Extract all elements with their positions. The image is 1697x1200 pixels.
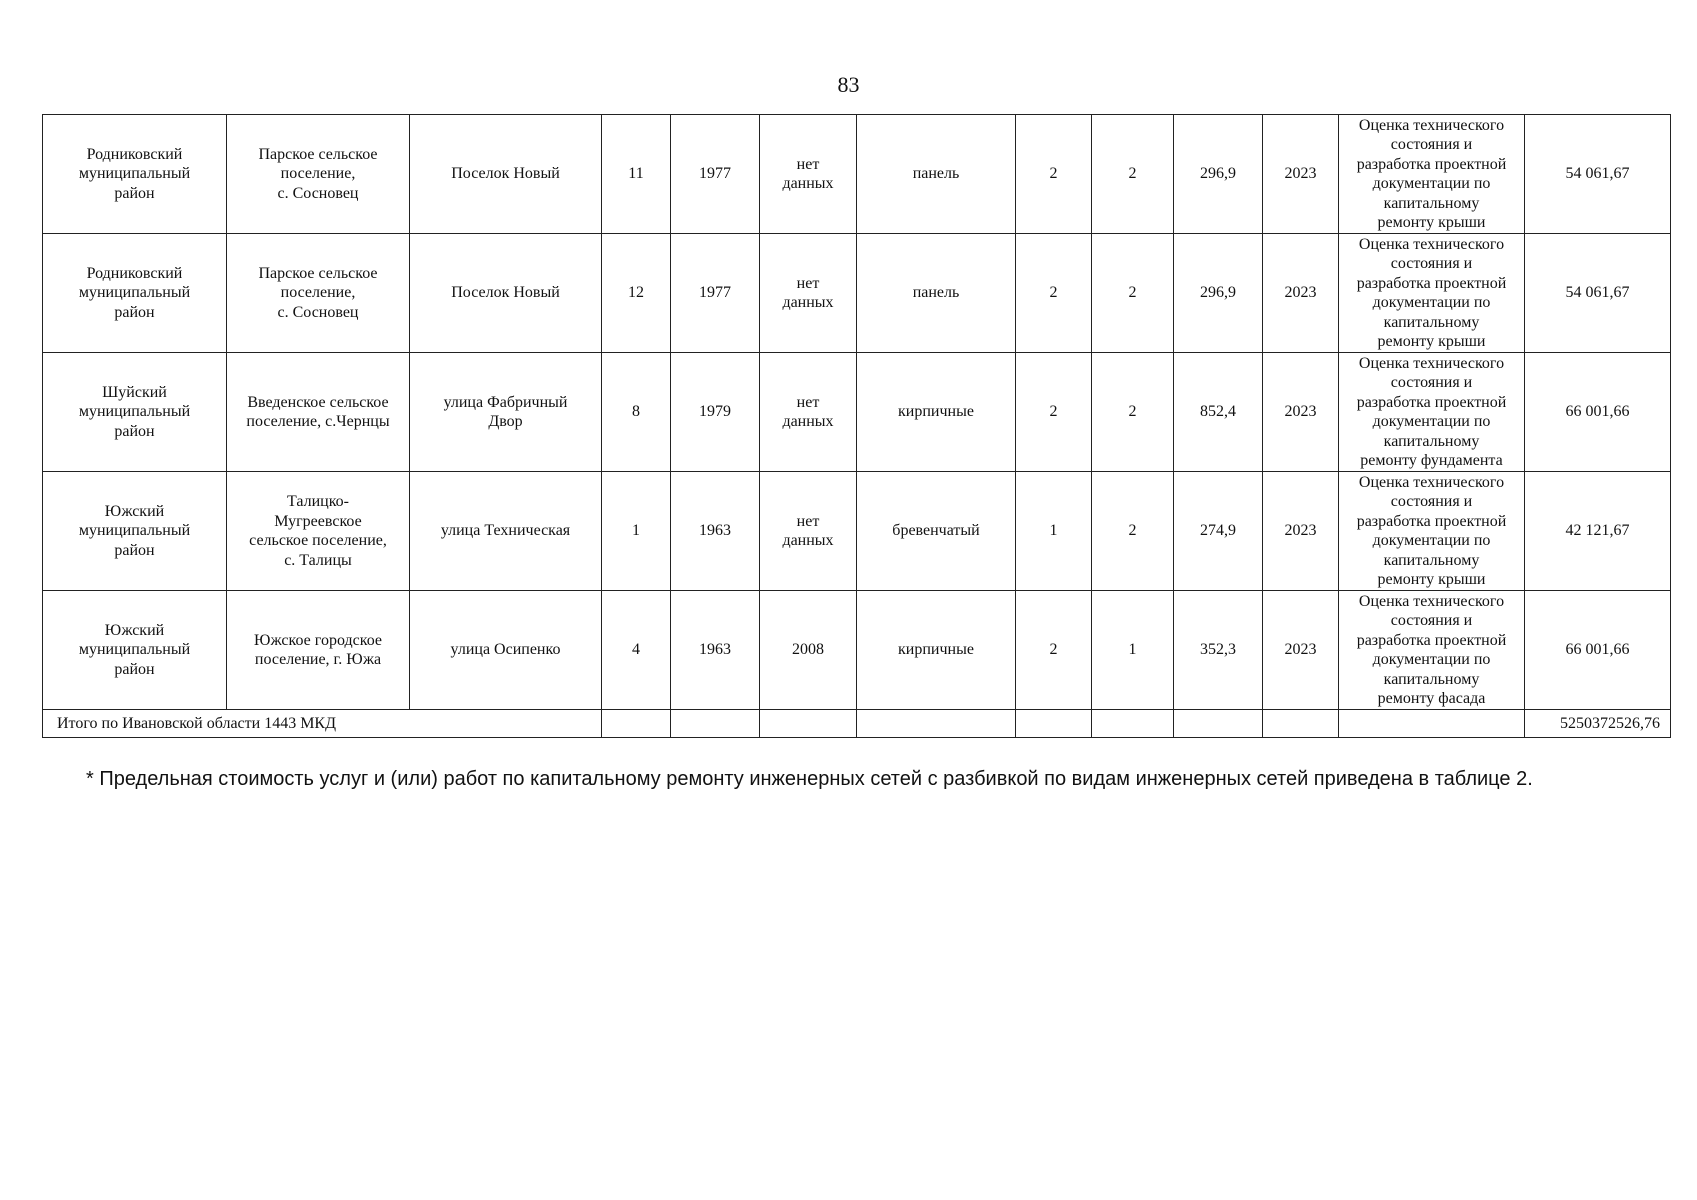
- cost-cell: 54 061,67: [1525, 234, 1671, 353]
- page-number: 83: [837, 72, 860, 97]
- total-row: [43, 710, 1671, 738]
- work-type-cell: Оценка технического состояния и разработка проектной документации по капитальному ремонту крыши: [1339, 234, 1525, 353]
- district-cell: Родниковский муниципальный район: [43, 115, 227, 234]
- house-number-cell: 11: [602, 115, 671, 234]
- floors-cell: 1: [1016, 472, 1092, 591]
- total-label: Итого по Ивановской области 1443 МКД: [43, 710, 602, 738]
- settlement-cell: Парское сельское поселение, с. Сосновец: [227, 234, 410, 353]
- empty-cell: [1263, 710, 1339, 738]
- wall-material-cell: панель: [857, 115, 1016, 234]
- footnote: * Предельная стоимость услуг и (или) работ по капитальному ремонту инженерных сетей с разбивкой по видам инженерных сетей приведена в таблице 2.: [86, 768, 1533, 790]
- settlement-cell: Талицко- Мугреевское сельское поселение, с. Талицы: [227, 472, 410, 591]
- wall-material-cell: бревенчатый: [857, 472, 1016, 591]
- table-row: [43, 353, 1671, 472]
- house-number-cell: 8: [602, 353, 671, 472]
- work-type-cell: Оценка технического состояния и разработка проектной документации по капитальному ремонту фасада: [1339, 591, 1525, 710]
- year-built-cell: 1979: [671, 353, 760, 472]
- empty-cell: [602, 710, 671, 738]
- year-repair-cell: нет данных: [760, 234, 857, 353]
- empty-cell: [857, 710, 1016, 738]
- empty-cell: [1016, 710, 1092, 738]
- cost-cell: 66 001,66: [1525, 353, 1671, 472]
- house-number-cell: 12: [602, 234, 671, 353]
- plan-year-cell: 2023: [1263, 591, 1339, 710]
- work-type-cell: Оценка технического состояния и разработка проектной документации по капитальному ремонту крыши: [1339, 115, 1525, 234]
- empty-cell: [760, 710, 857, 738]
- street-cell: Поселок Новый: [410, 234, 602, 353]
- district-cell: Родниковский муниципальный район: [43, 234, 227, 353]
- total-sum: 5250372526,76: [1525, 710, 1671, 738]
- wall-material-cell: кирпичные: [857, 353, 1016, 472]
- work-type-cell: Оценка технического состояния и разработка проектной документации по капитальному ремонту фундамента: [1339, 353, 1525, 472]
- house-number-cell: 4: [602, 591, 671, 710]
- area-cell: 296,9: [1174, 115, 1263, 234]
- year-built-cell: 1977: [671, 234, 760, 353]
- year-repair-cell: 2008: [760, 591, 857, 710]
- entrances-cell: 2: [1092, 472, 1174, 591]
- settlement-cell: Введенское сельское поселение, с.Чернцы: [227, 353, 410, 472]
- street-cell: улица Фабричный Двор: [410, 353, 602, 472]
- district-cell: Шуйский муниципальный район: [43, 353, 227, 472]
- plan-year-cell: 2023: [1263, 234, 1339, 353]
- settlement-cell: Парское сельское поселение, с. Сосновец: [227, 115, 410, 234]
- area-cell: 274,9: [1174, 472, 1263, 591]
- street-cell: улица Осипенко: [410, 591, 602, 710]
- wall-material-cell: панель: [857, 234, 1016, 353]
- cost-cell: 54 061,67: [1525, 115, 1671, 234]
- floors-cell: 2: [1016, 591, 1092, 710]
- empty-cell: [671, 710, 760, 738]
- empty-cell: [1339, 710, 1525, 738]
- house-number-cell: 1: [602, 472, 671, 591]
- year-repair-cell: нет данных: [760, 472, 857, 591]
- floors-cell: 2: [1016, 234, 1092, 353]
- cost-cell: 66 001,66: [1525, 591, 1671, 710]
- entrances-cell: 1: [1092, 591, 1174, 710]
- floors-cell: 2: [1016, 115, 1092, 234]
- cost-cell: 42 121,67: [1525, 472, 1671, 591]
- plan-year-cell: 2023: [1263, 353, 1339, 472]
- empty-cell: [1174, 710, 1263, 738]
- year-repair-cell: нет данных: [760, 115, 857, 234]
- year-repair-cell: нет данных: [760, 353, 857, 472]
- plan-year-cell: 2023: [1263, 115, 1339, 234]
- floors-cell: 2: [1016, 353, 1092, 472]
- entrances-cell: 2: [1092, 234, 1174, 353]
- table-row: [43, 591, 1671, 710]
- area-cell: 296,9: [1174, 234, 1263, 353]
- table-row: [43, 234, 1671, 353]
- empty-cell: [1092, 710, 1174, 738]
- area-cell: 352,3: [1174, 591, 1263, 710]
- year-built-cell: 1963: [671, 472, 760, 591]
- area-cell: 852,4: [1174, 353, 1263, 472]
- table-row: [43, 472, 1671, 591]
- district-cell: Южский муниципальный район: [43, 591, 227, 710]
- wall-material-cell: кирпичные: [857, 591, 1016, 710]
- buildings-table: [42, 114, 1671, 738]
- entrances-cell: 2: [1092, 353, 1174, 472]
- district-cell: Южский муниципальный район: [43, 472, 227, 591]
- street-cell: Поселок Новый: [410, 115, 602, 234]
- table-body: [43, 115, 1671, 738]
- year-built-cell: 1977: [671, 115, 760, 234]
- street-cell: улица Техническая: [410, 472, 602, 591]
- settlement-cell: Южское городское поселение, г. Южа: [227, 591, 410, 710]
- entrances-cell: 2: [1092, 115, 1174, 234]
- work-type-cell: Оценка технического состояния и разработка проектной документации по капитальному ремонту крыши: [1339, 472, 1525, 591]
- table-row: [43, 115, 1671, 234]
- year-built-cell: 1963: [671, 591, 760, 710]
- plan-year-cell: 2023: [1263, 472, 1339, 591]
